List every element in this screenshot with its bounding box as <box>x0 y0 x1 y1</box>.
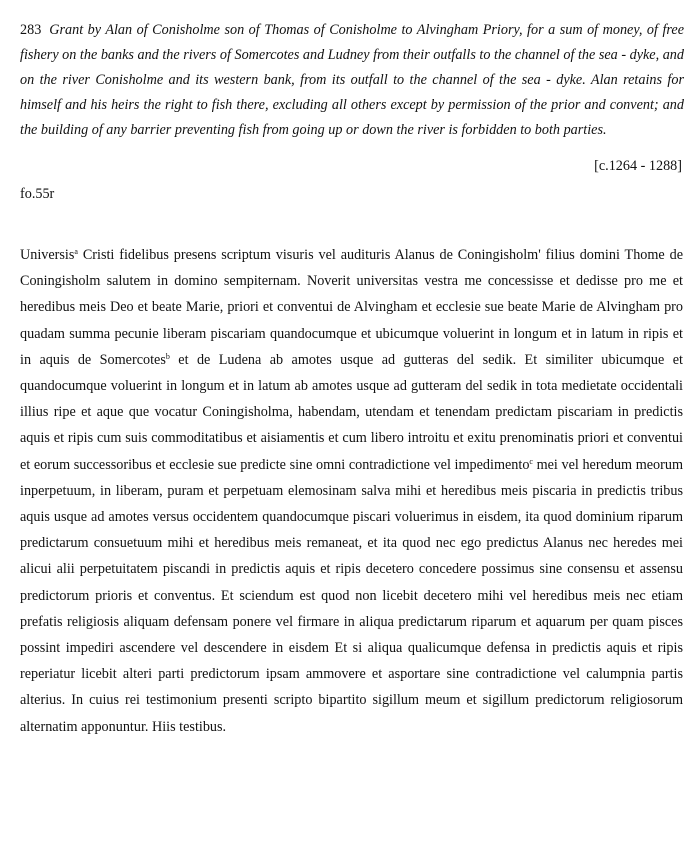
text-segment: mei vel heredum meorum inperpetuum, in liberam, puram et perpetuam elemosinam salva mihi et heredibus meis piscaria in predictis tribus aquis usque ad amotes versus occidentem quandocumque piscari voluerimus in eisdem, ita quod dominium riparum predictarum consuetuum mihi et heredibus meis remaneat, et ita quod nec ego predictus Alanus nec heredes mei alicui alii perpetuitatem piscandi in predictis aquis et ripis decetero concedere possimus sine consensu et assensu predictorum prioris et conventus. Et sciendum est quod non licebit decetero mihi vel heredibus meis nec etiam prefatis religiosis aliquam defensam ponere vel firmare in aliqua predictarum riparum et aquarum per quam pisces possint impediri ascendere vel descendere in eisdem Et si aliqua qualicumque defensa in predictis aquis et ripis reperiatur licebit alteri parti predictorum ipsam ammovere et asportare sine contradictione vel calumpnia partis alterius. In cuius rei testimonium presenti scripto bipartito sigillum meum et sigillum predictorum religiosorum alternatim apponuntur. Hiis testibus. <box>20 456 683 735</box>
entry-header <box>20 18 684 143</box>
footnote-marker: a <box>74 247 78 256</box>
entry-title: Grant by Alan of Conisholme son of Thomas of Conisholme to Alvingham Priory, for a sum of money, of free fishery on the banks and the rivers of Somercotes and Ludney from their outfalls to the channel of the sea - dyke, and on the river Conisholme and its western bank, from its outfall to the channel of the sea - dyke. Alan retains for himself and his heirs the right to fish there, excluding all others except by permission of the prior and convent; and the building of any barrier preventing fish from going up or down the river is forbidden to both parties. <box>20 22 684 138</box>
text-segment: et de Ludena ab amotes usque ad gutteras del sedik. Et similiter ubicumque et quandocumque voluerint in longum et in latum ab amotes usque ad gutteram del sedik in tota medietate occidentali illius ripe et aque que vocatur Coningisholma, habendam, utendam et tenendam predictam piscariam in predictis aquis et ripis cum suis commoditatibus et aisiamentis et cum libero introitu et exitu prenominatis priori et conventui et eorum successoribus et ecclesie sue predicte sine omni contradictione vel impedimento <box>20 351 683 473</box>
text-segment: Cristi fidelibus presens scriptum visuris vel audituris Alanus de Coningisholm' filius domini Thome de Coningisholm salutem in domino sempiternam. Noverit universitas vestra me concessisse et dedisse pro me et heredibus meis Deo et beate Marie, priori et conventui de Alvingham et ecclesie sue beate Marie de Alvingham pro quadam summa pecunie liberam piscariam quandocumque et ubicumque voluerint in longum et in latum in ripis et in aquis de Somercotes <box>20 247 683 368</box>
footnote-marker: c <box>529 456 533 466</box>
entry-number: 283 <box>20 22 42 38</box>
charter-text <box>20 242 683 740</box>
folio-reference: fo.55r <box>20 186 55 202</box>
text-segment: Universis <box>20 247 75 263</box>
entry-date: [c.1264 - 1288] <box>594 158 682 174</box>
footnote-marker: b <box>165 351 170 361</box>
